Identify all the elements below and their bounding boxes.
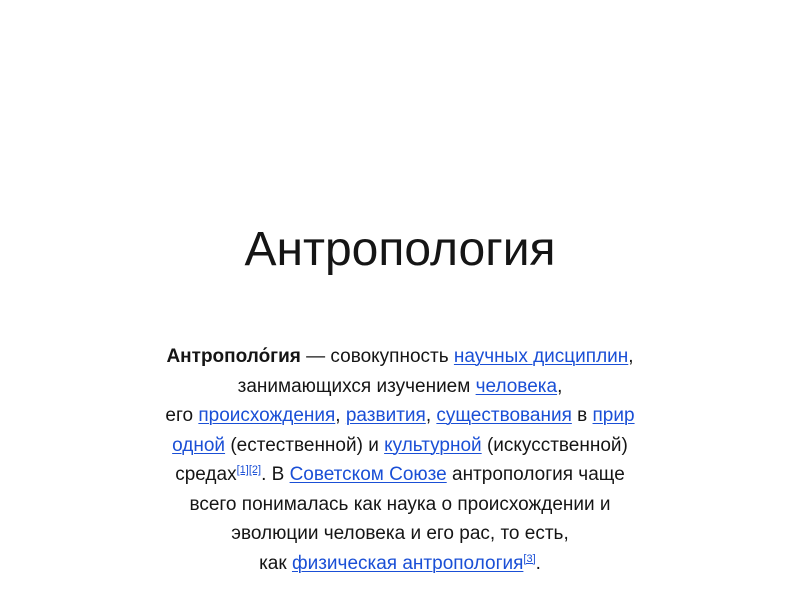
reference-1-link[interactable]: [1] [236,464,249,476]
text-fragment: средах [175,464,237,485]
slide-title: Антропология [244,223,556,276]
reference-2-link[interactable]: [2] [248,464,262,476]
text-fragment: . В [261,464,290,485]
text-fragment: как [259,552,292,574]
link-natural-continued[interactable]: одной [172,434,226,456]
text-fragment: . [535,552,541,574]
text-fragment: , [425,405,437,426]
text-fragment: всего понималась как наука о происхождении и [189,493,611,515]
text-fragment: — совокупность [300,346,454,367]
link-development[interactable]: развития [345,405,426,426]
text-fragment: в [571,405,593,426]
reference-3[interactable] [523,553,535,565]
text-fragment: эволюции человека и его рас, то есть, [231,523,569,544]
link-physical-anthropology[interactable]: физическая антропология [291,552,524,574]
reference-2[interactable] [249,464,261,476]
text-fragment: его [165,405,199,426]
link-scientific-disciplines[interactable]: научных дисциплин [453,346,629,367]
link-existence[interactable]: существования [436,405,572,426]
reference-3-link[interactable]: [3] [523,552,536,565]
link-natural[interactable]: прир [592,405,635,426]
text-fragment: антропология чаще [446,464,625,485]
term-heading: Антрополо́гия [166,346,301,367]
link-cultural[interactable]: культурной [384,434,482,456]
reference-1[interactable] [237,464,249,476]
text-fragment: , [557,375,563,397]
link-origin[interactable]: происхождения [198,405,336,426]
text-fragment: , [628,346,634,367]
text-fragment: (естественной) и [225,434,385,456]
text-fragment: , [335,405,346,426]
definition-paragraph [120,342,680,578]
link-soviet-union[interactable]: Советском Союзе [289,464,447,485]
text-fragment: (искусственной) [481,434,628,456]
link-human[interactable]: человека [475,375,558,397]
text-fragment: занимающихся изучением [237,375,476,397]
